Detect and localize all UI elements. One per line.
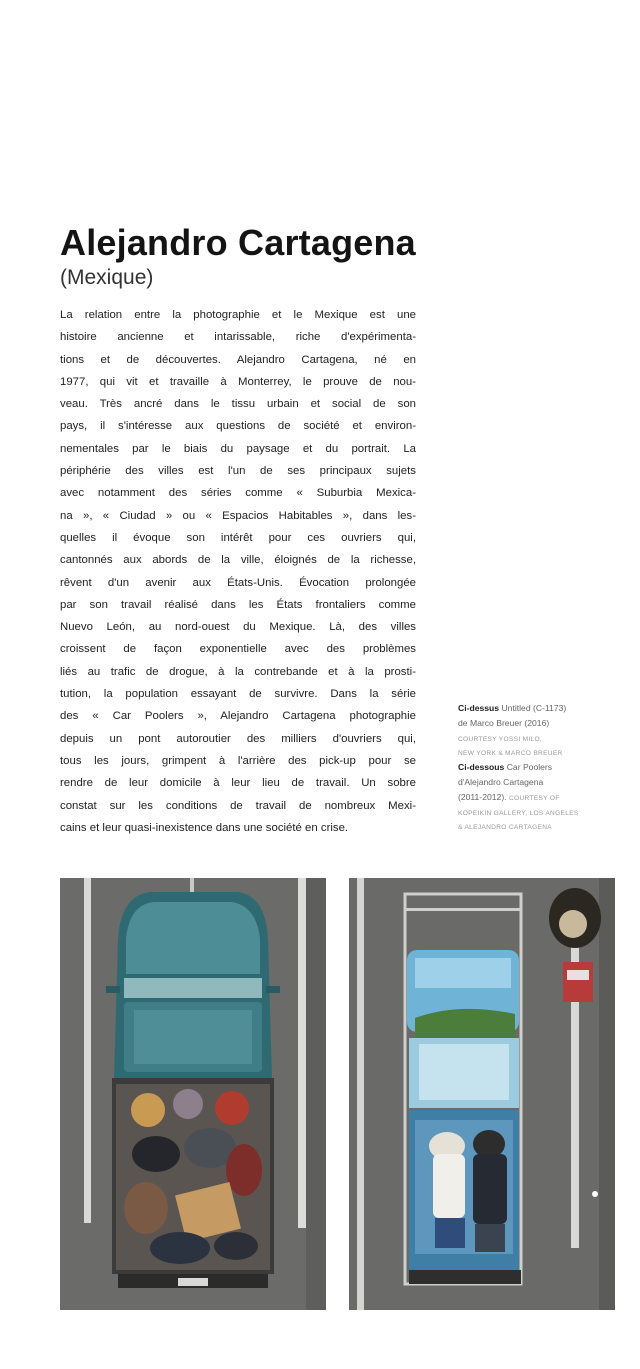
- body-line: des « Car Poolers », Alejandro Cartagena photographie: [60, 710, 416, 723]
- body-line: croissent de façon exponentielle avec des problèmes: [60, 643, 416, 656]
- photo-car-poolers-2: [349, 878, 615, 1310]
- caption-line: [458, 731, 628, 746]
- caption-text: Untitled (C-1173): [499, 703, 567, 713]
- body-line: depuis un pont autoroutier des milliers d'ouvriers qui,: [60, 732, 416, 745]
- body-line: cains et leur quasi-inexistence dans une société en crise.: [60, 821, 349, 834]
- caption-label: Ci-dessous: [458, 762, 505, 773]
- caption-text: d'Alejandro Cartagena: [458, 776, 544, 787]
- body-line: pays, il s'intéresse aux questions de société et environ-: [60, 420, 416, 433]
- body-line: périphérie des villes est l'un de ses principaux sujets: [60, 465, 416, 478]
- body-line: veau. Très ancré dans le tissu urbain et social de son: [60, 398, 416, 411]
- body-line: constat sur les conditions de travail de nombreux Mexi-: [60, 799, 416, 812]
- caption-line: [458, 775, 628, 790]
- body-line: na », « Ciudad » ou « Espacios Habitables », dans les-: [60, 509, 416, 522]
- caption-credit: COURTESY OF: [508, 794, 560, 802]
- caption-text: (2011-2012).: [458, 791, 509, 802]
- body-line: tions et de découvertes. Alejandro Cartagena, né en: [60, 353, 416, 366]
- caption-line: [458, 745, 628, 760]
- caption-label: Ci-dessus: [458, 703, 500, 713]
- caption-line: [458, 716, 628, 731]
- caption-line: [458, 701, 628, 716]
- body-line: Nuevo León, au nord-ouest du Mexique. Là, des villes: [60, 621, 416, 634]
- body-line: histoire ancienne et intarissable, riche d'expérimenta-: [60, 331, 416, 344]
- caption-text: de Marco Breuer (2016): [458, 717, 550, 728]
- body-line: rendre de leur domicile à leur lieu de travail. Un sobre: [60, 777, 416, 790]
- body-line: tution, la population essayant de survivre. Dans la série: [60, 688, 416, 701]
- body-line: rêvent d'un avenir aux États-Unis. Évocation prolongée: [60, 576, 416, 589]
- body-line: 1977, qui vit et travaille à Monterrey, le prouve de nou-: [60, 375, 416, 388]
- caption-line: [458, 819, 628, 834]
- body-line: nementales par le biais du paysage et du portrait. La: [60, 442, 416, 455]
- body-line: tous les jours, grimpent à l'arrière des pick-up pour se: [60, 754, 416, 767]
- body-line: La relation entre la photographie et le Mexique est une: [60, 309, 416, 321]
- caption-credit: KOPEIKIN GALLERY, LOS ANGELES: [458, 809, 579, 817]
- article-subtitle: (Mexique): [60, 266, 154, 289]
- photo-caption: [458, 701, 628, 834]
- article-title: Alejandro Cartagena: [60, 222, 416, 263]
- caption-text: Car Poolers: [504, 762, 553, 773]
- body-line: avec notamment des séries comme « Suburbia Mexica-: [60, 487, 416, 500]
- caption-line: [458, 790, 628, 805]
- body-line: cantonnés aux abords de la ville, éloignés de la richesse,: [60, 554, 416, 567]
- caption-credit: NEW YORK & MARCO BREUER: [458, 750, 563, 758]
- caption-credit: COURTESY YOSSI MILO,: [458, 735, 543, 743]
- caption-credit: & ALEJANDRO CARTAGENA: [458, 824, 552, 832]
- caption-line: [458, 760, 628, 775]
- article-body: [60, 304, 416, 839]
- photo-car-poolers-1: [60, 878, 326, 1310]
- body-line: liés au trafic de drogue, à la contrebande et à la prosti-: [60, 665, 416, 678]
- caption-line: [458, 805, 628, 820]
- body-line: quelles il évoque son intérêt pour ces ouvriers qui,: [60, 531, 416, 544]
- body-line: par son travail réalisé dans les États frontaliers comme: [60, 598, 416, 611]
